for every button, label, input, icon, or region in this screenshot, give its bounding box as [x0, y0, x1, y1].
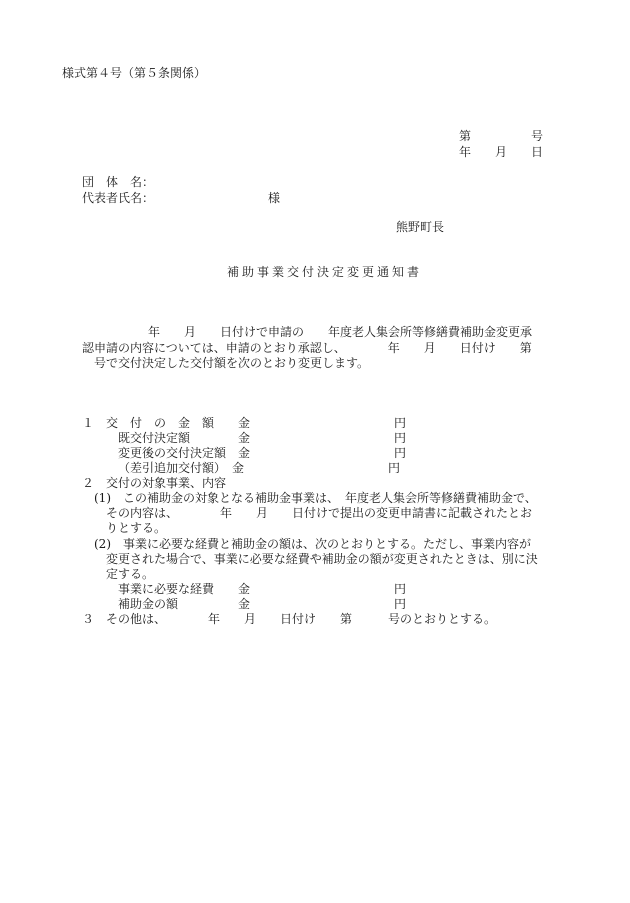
item-1-previous-amount: 既交付決定額 金 円 [118, 431, 407, 445]
item-2-2-subsidy-amount: 補助金の額 金 円 [118, 597, 407, 611]
body-line-1: 年 月 日付けで申請の 年度老人集会所等修繕費補助金変更承 [148, 325, 533, 339]
form-number: 様式第４号（第５条関係） [62, 66, 207, 80]
item-1-grant-amount: １ 交 付 の 金 額 金 円 [82, 416, 407, 430]
item-2-heading: ２ 交付の対象事業、内容 [82, 476, 227, 490]
document-date-line: 年 月 日 [459, 145, 544, 159]
item-2-2-line-1: (2) 事業に必要な経費と補助金の額は、次のとおりとする。ただし、事業内容が [94, 537, 532, 551]
document-title: 補助事業交付決定変更通知書 [227, 265, 423, 279]
item-3-other: ３ その他は、 年 月 日付け 第 号のとおりとする。 [82, 612, 497, 626]
sender-name: 熊野町長 [396, 220, 445, 234]
item-1-changed-amount: 変更後の交付決定額 金 円 [118, 446, 407, 460]
document-number-line: 第 号 [459, 129, 544, 143]
addressee-organization: 団 体 名： [82, 175, 155, 189]
body-line-2: 認申請の内容については、申請のとおり承認し、 年 月 日付け 第 [82, 341, 532, 355]
item-2-1-line-2: その内容は、 年 月 日付けで提出の変更申請書に記載されたとお [106, 506, 533, 520]
body-line-3: 号で交付決定した交付額を次のとおり変更します。 [94, 356, 370, 370]
item-2-1-line-1: (1) この補助金の対象となる補助金事業は、 年度老人集会所等修繕費補助金で、 [94, 491, 537, 505]
addressee-representative: 代表者氏名： 様 [82, 191, 281, 205]
item-2-2-line-2: 変更された場合で、事業に必要な経費や補助金の額が変更されたときは、別に決 [106, 552, 538, 566]
item-1-additional-amount: （差引追加交付額） 金 円 [118, 461, 401, 475]
item-2-2-line-3: 定する。 [106, 567, 155, 581]
item-2-2-required-cost: 事業に必要な経費 金 円 [118, 582, 407, 596]
item-2-1-line-3: りとする。 [106, 521, 167, 535]
